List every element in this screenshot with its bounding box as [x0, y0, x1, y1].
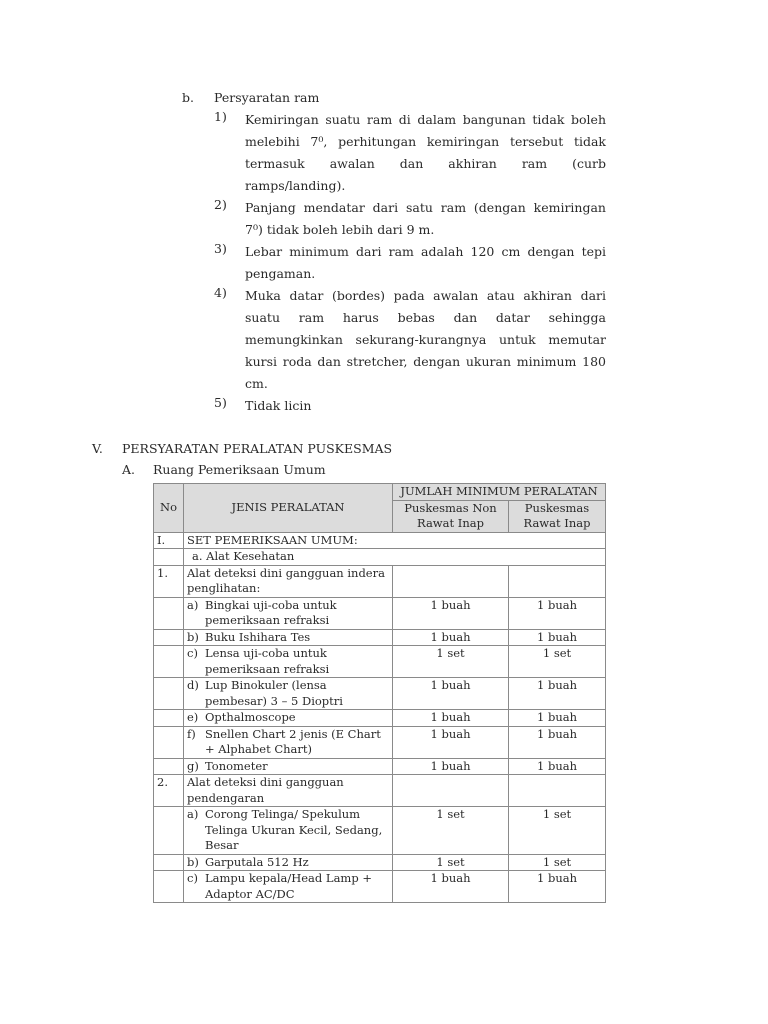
item-name: Tonometer	[205, 758, 268, 773]
cell-rawat: 1 buah	[509, 758, 606, 775]
item-mark: c)	[187, 646, 198, 660]
section-b-letter: b.	[182, 90, 194, 105]
item-mark: a)	[187, 597, 199, 612]
section-a-letter: A.	[122, 462, 136, 477]
item-name: Bingkai uji-coba untuk pemeriksaan refraksi	[205, 597, 337, 627]
table-row	[154, 565, 606, 597]
cell-group-label: Alat deteksi dini gangguan pendengaran	[184, 775, 393, 807]
item-number: 5)	[214, 395, 227, 410]
cell-rawat: 1 buah	[509, 726, 606, 758]
item-line: kursi roda dan stretcher, dengan ukuran minimum 180	[245, 354, 606, 369]
table-row	[154, 549, 606, 566]
cell-rawat: 1 buah	[509, 678, 606, 710]
cell-non-rawat: 1 buah	[393, 726, 509, 758]
cell-set-label: SET PEMERIKSAAN UMUM:	[184, 532, 606, 549]
item-line: termasuk awalan dan akhiran ram (curb	[245, 156, 606, 171]
cell-rawat: 1 buah	[509, 871, 606, 903]
cell-non-rawat: 1 buah	[393, 871, 509, 903]
item-line: melebihi 7⁰, perhitungan kemiringan tersebut tidak	[245, 134, 606, 149]
cell-non-rawat: 1 buah	[393, 758, 509, 775]
cell-non-rawat: 1 buah	[393, 597, 509, 629]
section-v-title: PERSYARATAN PERALATAN PUSKESMAS	[122, 441, 393, 456]
header-jumlah: JUMLAH MINIMUM PERALATAN	[393, 484, 606, 501]
cell-rawat: 1 buah	[509, 629, 606, 646]
item-mark: a)	[187, 807, 199, 821]
cell-no: 1.	[154, 565, 184, 597]
item-name: Buku Ishihara Tes	[205, 629, 311, 644]
table-row	[154, 726, 606, 758]
item-number: 4)	[214, 285, 227, 300]
item-line: Muka datar (bordes) pada awalan atau akhiran dari	[245, 288, 606, 303]
cell-alat-label: a. Alat Kesehatan	[184, 549, 606, 566]
item-line: cm.	[245, 376, 268, 391]
cell-no: 2.	[154, 775, 184, 807]
cell-non-rawat: 1 buah	[393, 678, 509, 710]
header-rawat-inap: Puskesmas Rawat Inap	[509, 500, 606, 532]
item-mark: e)	[187, 710, 199, 724]
item-line: Kemiringan suatu ram di dalam bangunan tidak boleh	[245, 112, 606, 127]
table-row	[154, 532, 606, 549]
cell-group-label: Alat deteksi dini gangguan indera penglihatan:	[184, 565, 393, 597]
item-name: Lensa uji-coba untuk pemeriksaan refraksi	[205, 646, 330, 676]
item-number: 2)	[214, 197, 227, 212]
item-line: Tidak licin	[245, 398, 312, 413]
item-line: suatu ram harus bebas dan datar sehingga	[245, 310, 606, 325]
table-row	[154, 597, 606, 629]
header-non-rawat-inap: Puskesmas Non Rawat Inap	[393, 500, 509, 532]
table-row	[154, 678, 606, 710]
cell-non-rawat: 1 set	[393, 854, 509, 871]
table-row	[154, 854, 606, 871]
item-number: 1)	[214, 109, 227, 124]
item-name: Snellen Chart 2 jenis (E Chart + Alphabet Chart)	[205, 726, 381, 756]
cell-rawat: 1 buah	[509, 597, 606, 629]
table-row	[154, 807, 606, 855]
cell-rawat: 1 buah	[509, 710, 606, 727]
cell-non-rawat: 1 set	[393, 646, 509, 678]
item-line: memungkinkan sekurang-kurangnya untuk memutar	[245, 332, 606, 347]
section-a-title: Ruang Pemeriksaan Umum	[153, 462, 326, 477]
cell-non-rawat: 1 buah	[393, 629, 509, 646]
item-mark: g)	[187, 758, 199, 773]
item-name: Lampu kepala/Head Lamp + Adaptor AC/DC	[205, 871, 372, 901]
item-name: Garputala 512 Hz	[205, 854, 309, 869]
item-line: Lebar minimum dari ram adalah 120 cm dengan tepi	[245, 244, 606, 259]
table-row	[154, 710, 606, 727]
table-row	[154, 646, 606, 678]
item-number: 3)	[214, 241, 227, 256]
header-jenis: JENIS PERALATAN	[184, 484, 393, 533]
item-mark: f)	[187, 726, 196, 741]
header-no: No	[154, 484, 184, 533]
item-name: Opthalmoscope	[205, 710, 296, 724]
table-row	[154, 775, 606, 807]
item-line: 7⁰) tidak boleh lebih dari 9 m.	[245, 222, 435, 237]
cell-non-rawat: 1 set	[393, 807, 509, 855]
cell-non-rawat: 1 buah	[393, 710, 509, 727]
item-line: ramps/landing).	[245, 178, 346, 193]
table-row	[154, 629, 606, 646]
item-line: Panjang mendatar dari satu ram (dengan kemiringan	[245, 200, 606, 215]
item-mark: b)	[187, 629, 199, 644]
item-mark: b)	[187, 854, 199, 869]
item-name: Lup Binokuler (lensa pembesar) 3 – 5 Dioptri	[205, 678, 343, 708]
table-row	[154, 871, 606, 903]
equipment-table	[153, 483, 606, 903]
table-row	[154, 758, 606, 775]
item-name: Corong Telinga/ Spekulum Telinga Ukuran Kecil, Sedang, Besar	[205, 807, 383, 852]
section-v-number: V.	[92, 441, 103, 456]
cell-rawat: 1 set	[509, 807, 606, 855]
item-mark: c)	[187, 871, 198, 885]
item-mark: d)	[187, 678, 199, 692]
cell-rawat: 1 set	[509, 854, 606, 871]
section-b-title: Persyaratan ram	[214, 90, 320, 105]
cell-no: I.	[154, 532, 184, 549]
cell-rawat: 1 set	[509, 646, 606, 678]
item-line: pengaman.	[245, 266, 316, 281]
